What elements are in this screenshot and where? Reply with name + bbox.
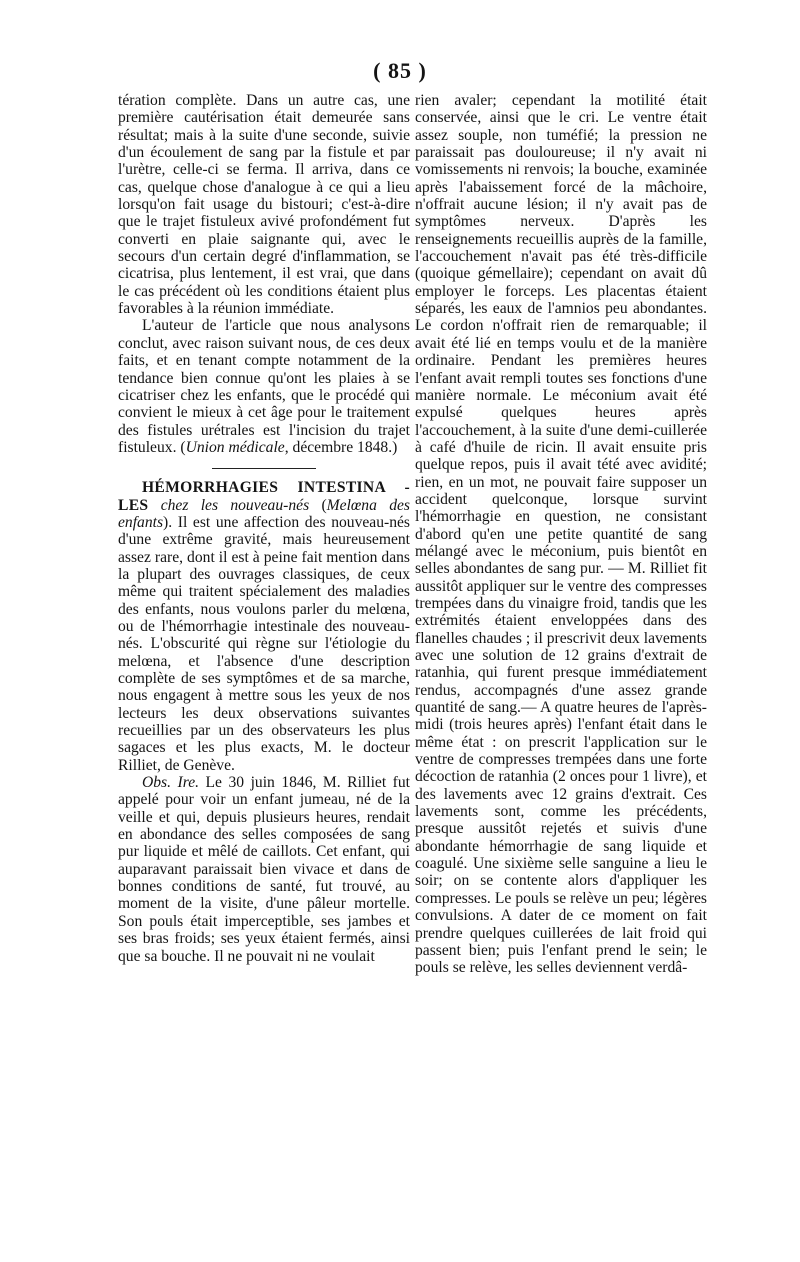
source-citation: Union médicale — [185, 438, 285, 456]
section-heading-latin: Melœna des enfants — [118, 496, 410, 531]
paragraph-conclusion — [118, 317, 410, 456]
citation-date: , décembre 1848.) — [284, 438, 398, 456]
observation-label: Obs. Ire. — [142, 774, 200, 792]
section-heading-italic: chez les nouveau-nés — [160, 496, 310, 514]
heading-latin-open: ( — [321, 496, 327, 514]
observation-continuation: rien avaler; cependant la motilité était conservée, ainsi que le cri. Le ventre était assez souple, non tuméfié; la pression ne paraissait pas douloureuse; il n'y avait ni vomissements ni renvois; la bouche, examinée après l'abaissement forcé de la mâchoire, n'offrait aucune lésion; il n'y avait pas de symptômes nerveux. D'après les renseignements recueillis auprès de la famille, l'accouchement n'avait pas été très-difficile (quoique gémellaire); cependant on avait dû employer le forceps. Les placentas étaient séparés, les eaux de l'amnios peu abondantes. Le cordon n'offrait rien de remarquable; il avait été lié en temps voulu et de la manière ordinaire. Pendant les premières heures l'enfant avait rempli toutes ses fonctions d'une manière normale. Le méconium avait été expulsé quelques heures après l'accouchement, à la suite d'une demi-cuillerée à café d'huile de ricin. Il avait ensuite pris quelque repos, puis il avait tété avec avidité; rien, en un mot, ne pouvait faire supposer un accident quelconque, lorsque survint l'hémorrhagie en question, ne consistant d'abord qu'en une petite quantité de sang mélangé avec le méconium, puis bientôt en selles abondantes de sang pur. — M. Rilliet fit aussitôt appliquer sur le ventre des compresses trempées dans du vinaigre froid, tandis que les extrémités étaient enveloppées dans des flanelles chaudes ; il prescrivit deux lavements avec une solution de 12 grains d'extrait de ratanhia, qui furent presque immédiatement rendus, accompagnés d'une assez grande quantité de sang.— A quatre heures de l'après-midi (trois heures après) l'enfant était dans le même état : on prescrit l'application sur le ventre de compresses trempées dans une forte décoction de ratanhia (2 onces pour 1 livre), et des lavements avec 12 grains d'extrait. Ces lavements sont, comme les précédents, presque aussitôt rejetés et suivis d'une abondante hémorrhagie de sang liquide et coagulé. Une sixième selle sanguine a lieu le soir; on se contente alors d'appliquer les compresses. Le pouls se relève un peu; légères convulsions. A dater de ce moment on fait prendre quelques cuillerées de lait froid qui passent bien; puis l'enfant prend le sein; le pouls se relève, les selles deviennent verdâ- — [415, 92, 707, 977]
intro-text: Il est une affection des nouveau-nés d'une extrême gravité, mais heureusement assez rare, dont il est à peine fait mention dans la plupart des ouvrages classiques, de ceux même qui traitent spécialement des maladies des enfants, nous voulons parler du melœna, ou de l'hémorrhagie intestinale des nouveau-nés. L'obscurité qui règne sur l'étiologie du melœna, et l'absence d'une description complète de ses symptômes et de sa marche, nous engagent à mettre sous les yeux de nos lecteurs les deux observations suivantes recueillies par un des observateurs les plus sagaces et les plus exacts, M. le docteur Rilliet, de Genève. — [118, 513, 411, 774]
conclusion-text: L'auteur de l'article que nous analysons conclut, avec raison suivant nous, de ces deux faits, et en tenant compte notamment de la tendance bien connue qu'ont les plaies à se cicatriser chez les enfants, que le procédé qui convient le mieux à cet âge pour le traitement des fistules urétrales est l'incision du trajet fistuleux. ( — [118, 317, 410, 456]
observation-paragraph — [118, 774, 410, 965]
page-number: ( 85 ) — [373, 58, 427, 83]
left-column — [118, 92, 410, 965]
right-column — [415, 92, 707, 977]
paragraph-continuation: tération complète. Dans un autre cas, une première cautérisation était demeurée sans résultat; mais à la suite d'une seconde, suivie d'un écoulement de sang par la fistule et par l'urètre, celle-ci se ferma. Il arriva, dans ce cas, quelque chose d'analogue à ce qui a lieu lorsqu'on fait usage du bistouri; c'est-à-dire que le trajet fistuleux avivé profondément fut converti en plaie saignante qui, avec le secours d'un certain degré d'inflammation, se cicatrisa, plus lentement, il est vrai, que dans le cas précédent où les conditions étaient plus favorables à la réunion immédiate. — [118, 92, 410, 318]
section-intro — [118, 479, 410, 774]
section-divider — [212, 468, 316, 469]
heading-latin-close: ). — [163, 513, 173, 531]
observation-text: Le 30 juin 1846, M. Rilliet fut appelé pour voir un enfant jumeau, né de la veille et qui, depuis plusieurs heures, rendait en abondance des selles composées de sang pur liquide et mêlé de caillots. Cet enfant, qui auparavant paraissait bien vivace et dans de bonnes conditions de santé, fut trouvé, au moment de la visite, d'une pâleur mortelle. Son pouls était imperceptible, ses jambes et ses bras froids; ses yeux étaient fermés, ainsi que sa bouche. Il ne pouvait ni ne voulait — [118, 774, 410, 965]
section-heading: HÉMORRHAGIES INTESTINA - LES — [118, 479, 410, 514]
